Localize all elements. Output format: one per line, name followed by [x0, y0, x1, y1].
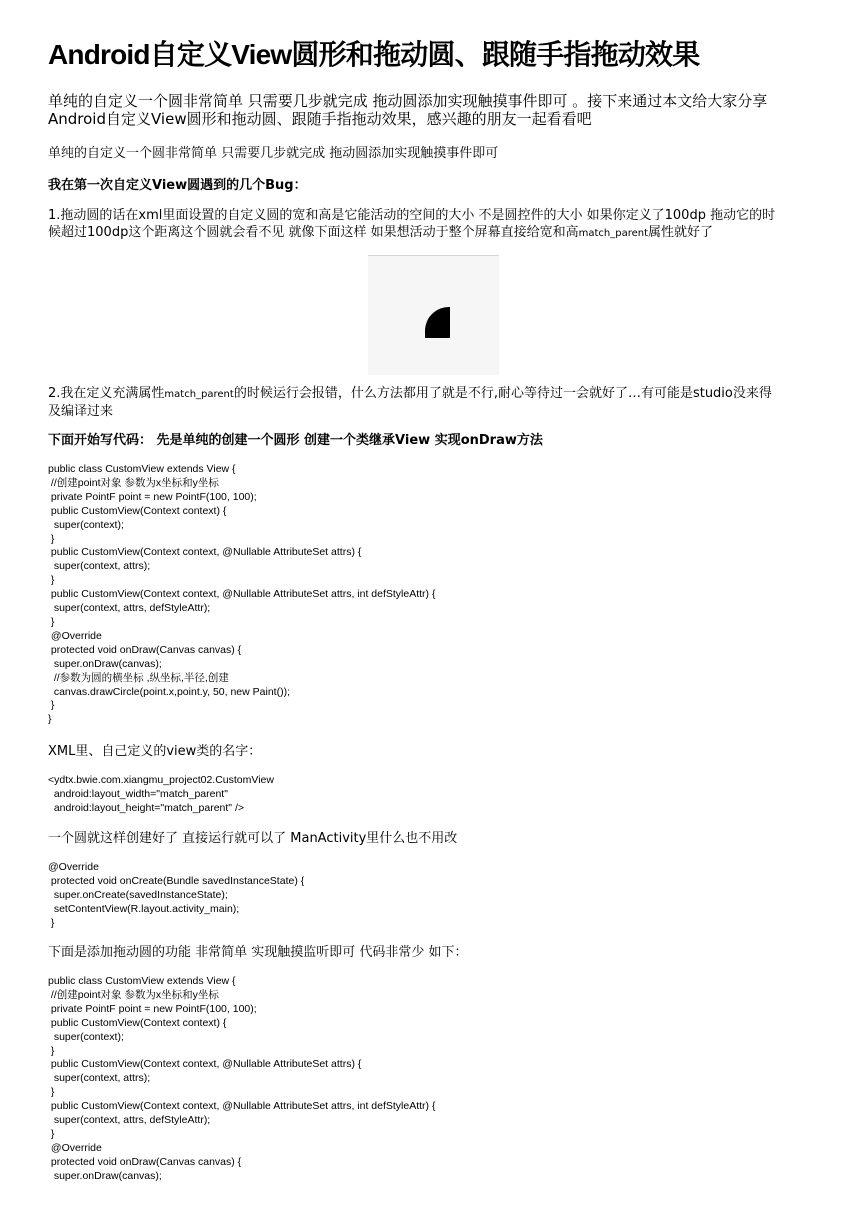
code-line: public class CustomView extends View { — [48, 975, 236, 987]
code-line: protected void onDraw(Canvas canvas) { — [48, 643, 242, 656]
code-line: } — [48, 699, 55, 712]
intro-line-2: Android自定义View圆形和拖动圆、跟随手指拖动效果，感兴趣的朋友一起看看吧 — [48, 110, 592, 128]
half-circle-image — [368, 256, 499, 375]
code-line: protected void onCreate(Bundle savedInstanceState) { — [48, 874, 305, 887]
code-line: canvas.drawCircle(point.x,point.y, 50, new Paint()); — [48, 685, 290, 698]
code-line: private PointF point = new PointF(100, 100); — [48, 1002, 257, 1015]
intro-paragraph — [48, 92, 828, 128]
code-line: android:layout_height="match_parent" /> — [48, 801, 245, 814]
code-line: } — [48, 532, 55, 545]
code-block-on-create — [48, 861, 304, 931]
code-line: //创建point对象 参数为x坐标和y坐标 — [48, 988, 219, 1001]
code-heading: 下面开始写代码： 先是单纯的创建一个圆形 创建一个类继承View 实现onDraw方法 — [48, 433, 543, 448]
code-line: //创建point对象 参数为x坐标和y坐标 — [48, 476, 219, 489]
xml-heading: XML里、自己定义的view类的名字： — [48, 744, 262, 759]
intro-line-1: 单纯的自定义一个圆非常简单 只需要几步就完成 拖动圆添加实现触摸事件即可 。接下来通过本文给大家分享 — [48, 92, 768, 110]
bug-1-line-2-text: 候超过100dp这个距离这个圆就会看不见 就像下面这样 如果想活动于整个屏幕直接给宽和高 — [48, 225, 579, 240]
bug-1-line-1: 1.拖动圆的话在xml里面设置的自定义圆的宽和高是它能活动的空间的大小 不是圆控件的大小 如果你定义了100dp 拖动它的时 — [48, 208, 776, 223]
code-line: public CustomView(Context context) { — [48, 504, 227, 517]
code-line: super(context); — [48, 1030, 124, 1043]
code-line: super(context, attrs); — [48, 560, 151, 573]
code-line: } — [48, 574, 55, 587]
bug-1-line-2 — [48, 224, 828, 242]
code-line: private PointF point = new PointF(100, 100); — [48, 490, 257, 503]
code-line: } — [48, 615, 55, 628]
bug-1-line-2-end: 属性就好了 — [648, 225, 714, 240]
code-line: super(context, attrs, defStyleAttr); — [48, 1114, 211, 1127]
code-line: super(context); — [48, 518, 124, 531]
code-block-xml — [48, 774, 274, 816]
code-line: public CustomView(Context context, @Nullable AttributeSet attrs) { — [48, 1058, 362, 1071]
bug-1-paragraph — [48, 207, 828, 242]
code-line: } — [48, 1044, 55, 1057]
code-line: public class CustomView extends View { — [48, 463, 236, 475]
clipped-circle-shape — [425, 307, 450, 338]
code-line: } — [48, 1127, 55, 1140]
bug-2-paragraph — [48, 385, 828, 420]
code-line: <ydtx.bwie.com.xiangmu_project02.CustomView — [48, 774, 274, 786]
bug-2-match-parent: match_parent — [164, 389, 234, 400]
code-line: } — [48, 916, 55, 929]
code-line: super(context, attrs); — [48, 1072, 151, 1085]
activity-note: 一个圆就这样创建好了 直接运行就可以了 ManActivity里什么也不用改 — [48, 831, 458, 846]
code-line: public CustomView(Context context) { — [48, 1016, 227, 1029]
paragraph-summary: 单纯的自定义一个圆非常简单 只需要几步就完成 拖动圆添加实现触摸事件即可 — [48, 146, 499, 161]
code-line: @Override — [48, 861, 99, 873]
article-title: Android自定义View圆形和拖动圆、跟随手指拖动效果 — [48, 39, 700, 70]
bug-2-line-1-end: 的时候运行会报错，什么方法都用了就是不行,耐心等待过一会就好了…有可能是studio没来得 — [233, 386, 772, 401]
code-line: setContentView(R.layout.activity_main); — [48, 902, 240, 915]
code-line: public CustomView(Context context, @Nullable AttributeSet attrs, int defStyleAttr) { — [48, 588, 436, 601]
code-line: public CustomView(Context context, @Nullable AttributeSet attrs) { — [48, 546, 362, 559]
code-line: @Override — [48, 629, 102, 642]
code-line: public CustomView(Context context, @Nullable AttributeSet attrs, int defStyleAttr) { — [48, 1100, 436, 1113]
code-block-custom-view — [48, 463, 435, 727]
code-line: //参数为圆的横坐标 ,纵坐标,半径,创建 — [48, 671, 229, 684]
code-line: } — [48, 713, 52, 726]
code-line: @Override — [48, 1141, 102, 1154]
code-block-drag-view — [48, 975, 435, 1184]
code-line: super.onDraw(canvas); — [48, 1169, 162, 1182]
bug-2-line-2: 及编译过来 — [48, 404, 114, 419]
code-line: super.onDraw(canvas); — [48, 657, 162, 670]
bug-2-line-1 — [48, 385, 828, 403]
code-line: } — [48, 1086, 55, 1099]
code-line: super(context, attrs, defStyleAttr); — [48, 602, 211, 615]
bug-1-match-parent: match_parent — [578, 228, 648, 239]
code-line: protected void onDraw(Canvas canvas) { — [48, 1155, 242, 1168]
drag-note: 下面是添加拖动圆的功能 非常简单 实现触摸监听即可 代码非常少 如下： — [48, 945, 468, 960]
bug-2-line-1-start: 2.我在定义充满属性 — [48, 386, 165, 401]
code-line: super.onCreate(savedInstanceState); — [48, 888, 228, 901]
code-line: android:layout_width="match_parent" — [48, 787, 228, 800]
clipped-circle-figure — [368, 255, 499, 375]
bug-heading: 我在第一次自定义View圆遇到的几个Bug： — [48, 178, 307, 193]
